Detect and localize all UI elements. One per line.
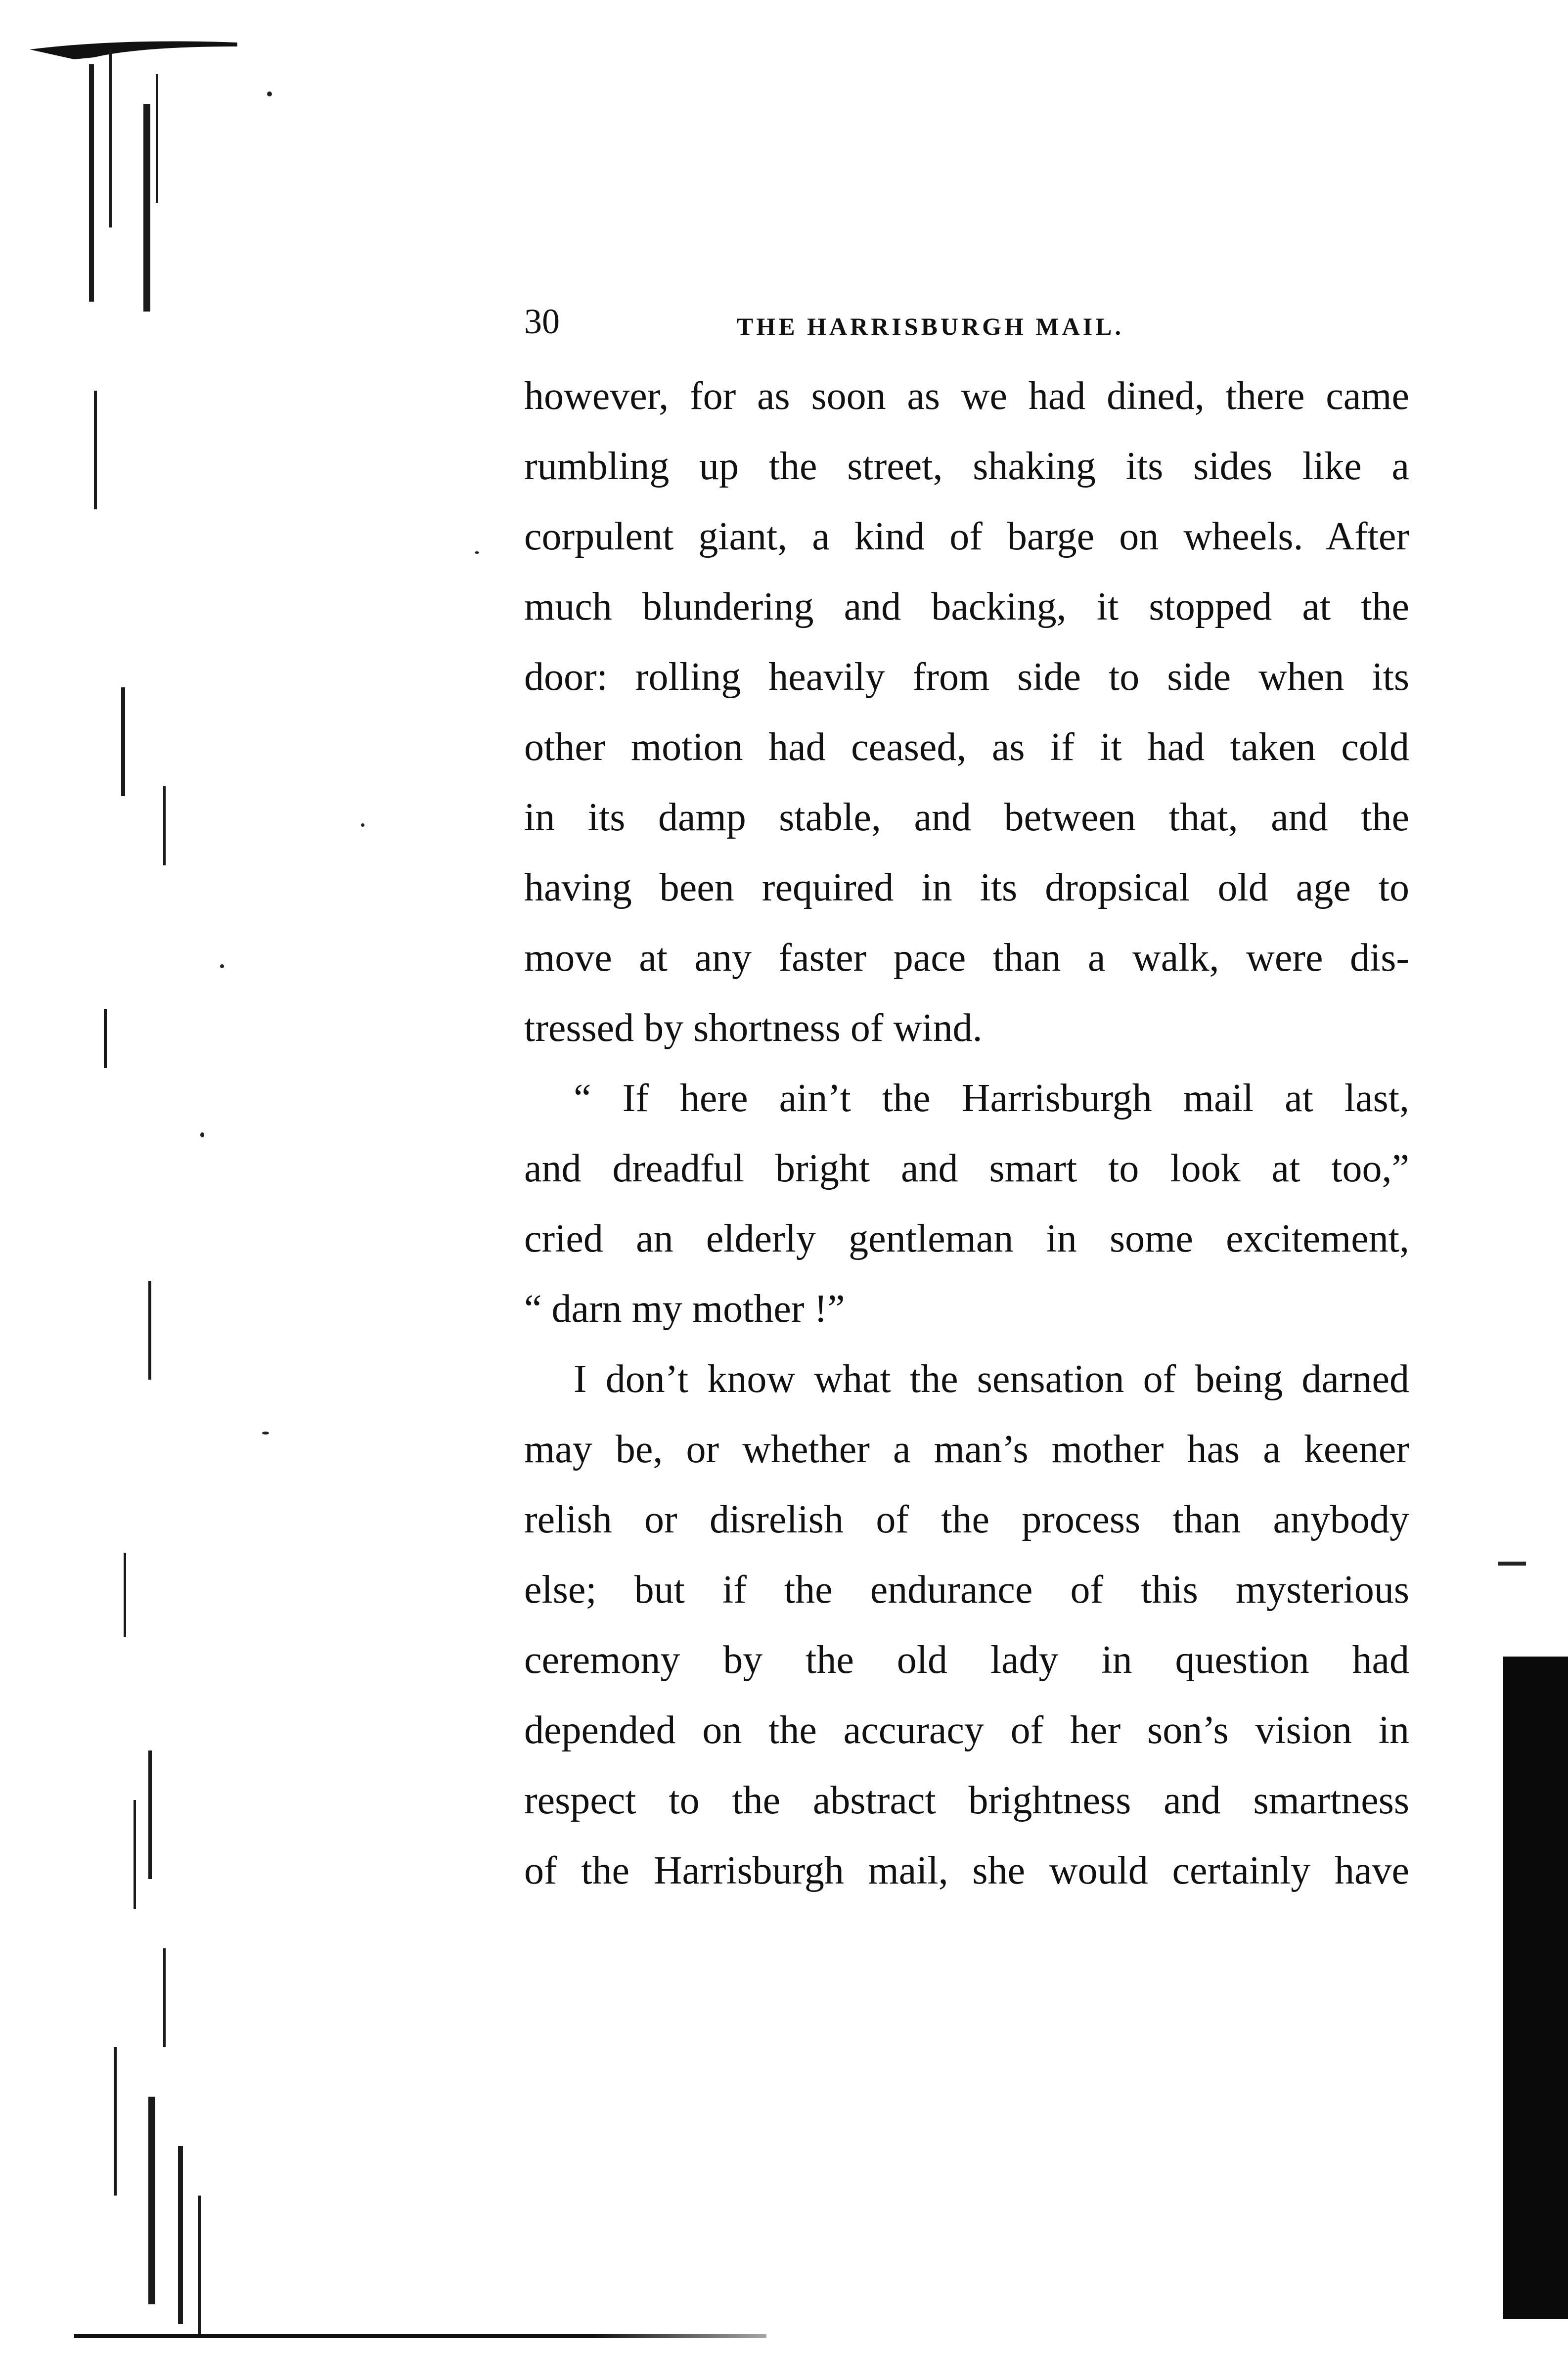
text-line: depended on the accuracy of her son’s vision in [524,1708,1409,1752]
scan-speck [475,551,479,554]
text-line: in its damp stable, and between that, and the [524,796,1409,839]
scan-speck [267,91,272,96]
text-line: of the Harrisburgh mail, she would certainly have [524,1849,1409,1892]
scan-speck [220,964,224,968]
paragraph [524,1063,1429,1344]
running-head [524,292,1429,346]
text-line: however, for as soon as we had dined, there came [524,374,1409,418]
text-line: I don’t know what the sensation of being darned [574,1357,1409,1401]
text-line: cried an elderly gentleman in some excitement, [524,1217,1409,1260]
body-text [524,361,1429,1906]
page-number: 30 [524,302,560,341]
text-line: else; but if the endurance of this mysterious [524,1568,1409,1612]
text-line: rumbling up the street, shaking its sides like a [524,445,1409,488]
text-line: having been required in its dropsical old age to [524,866,1409,909]
paragraph [524,361,1429,1063]
text-line: much blundering and backing, it stopped at the [524,585,1409,628]
text-line: move at any faster pace than a walk, were dis- [524,936,1409,980]
book-page [524,292,1429,1906]
scan-speck [361,823,364,827]
scan-bottom-edge [74,2334,766,2338]
scan-speck [200,1132,204,1137]
text-line: “ If here ain’t the Harrisburgh mail at last, [574,1077,1409,1120]
running-head-title: THE HARRISBURGH MAIL. [737,313,1124,340]
scan-right-edge-bar [1503,1657,1568,2319]
scan-speck [262,1432,269,1435]
text-line: other motion had ceased, as if it had taken cold [524,725,1409,769]
text-line: respect to the abstract brightness and smartness [524,1779,1409,1822]
text-line: “ darn my mother !” [524,1287,845,1331]
paragraph [524,1344,1429,1906]
text-line: door: rolling heavily from side to side when its [524,655,1409,699]
text-line: tressed by shortness of wind. [524,1006,983,1050]
text-line: and dreadful bright and smart to look at too,” [524,1147,1409,1190]
text-line: ceremony by the old lady in question had [524,1638,1409,1682]
text-line: may be, or whether a man’s mother has a keener [524,1428,1409,1471]
text-line: corpulent giant, a kind of barge on wheels. After [524,515,1409,558]
scan-gutter-noise [74,45,232,2329]
scan-right-tick [1498,1562,1526,1566]
text-line: relish or disrelish of the process than anybody [524,1498,1409,1541]
